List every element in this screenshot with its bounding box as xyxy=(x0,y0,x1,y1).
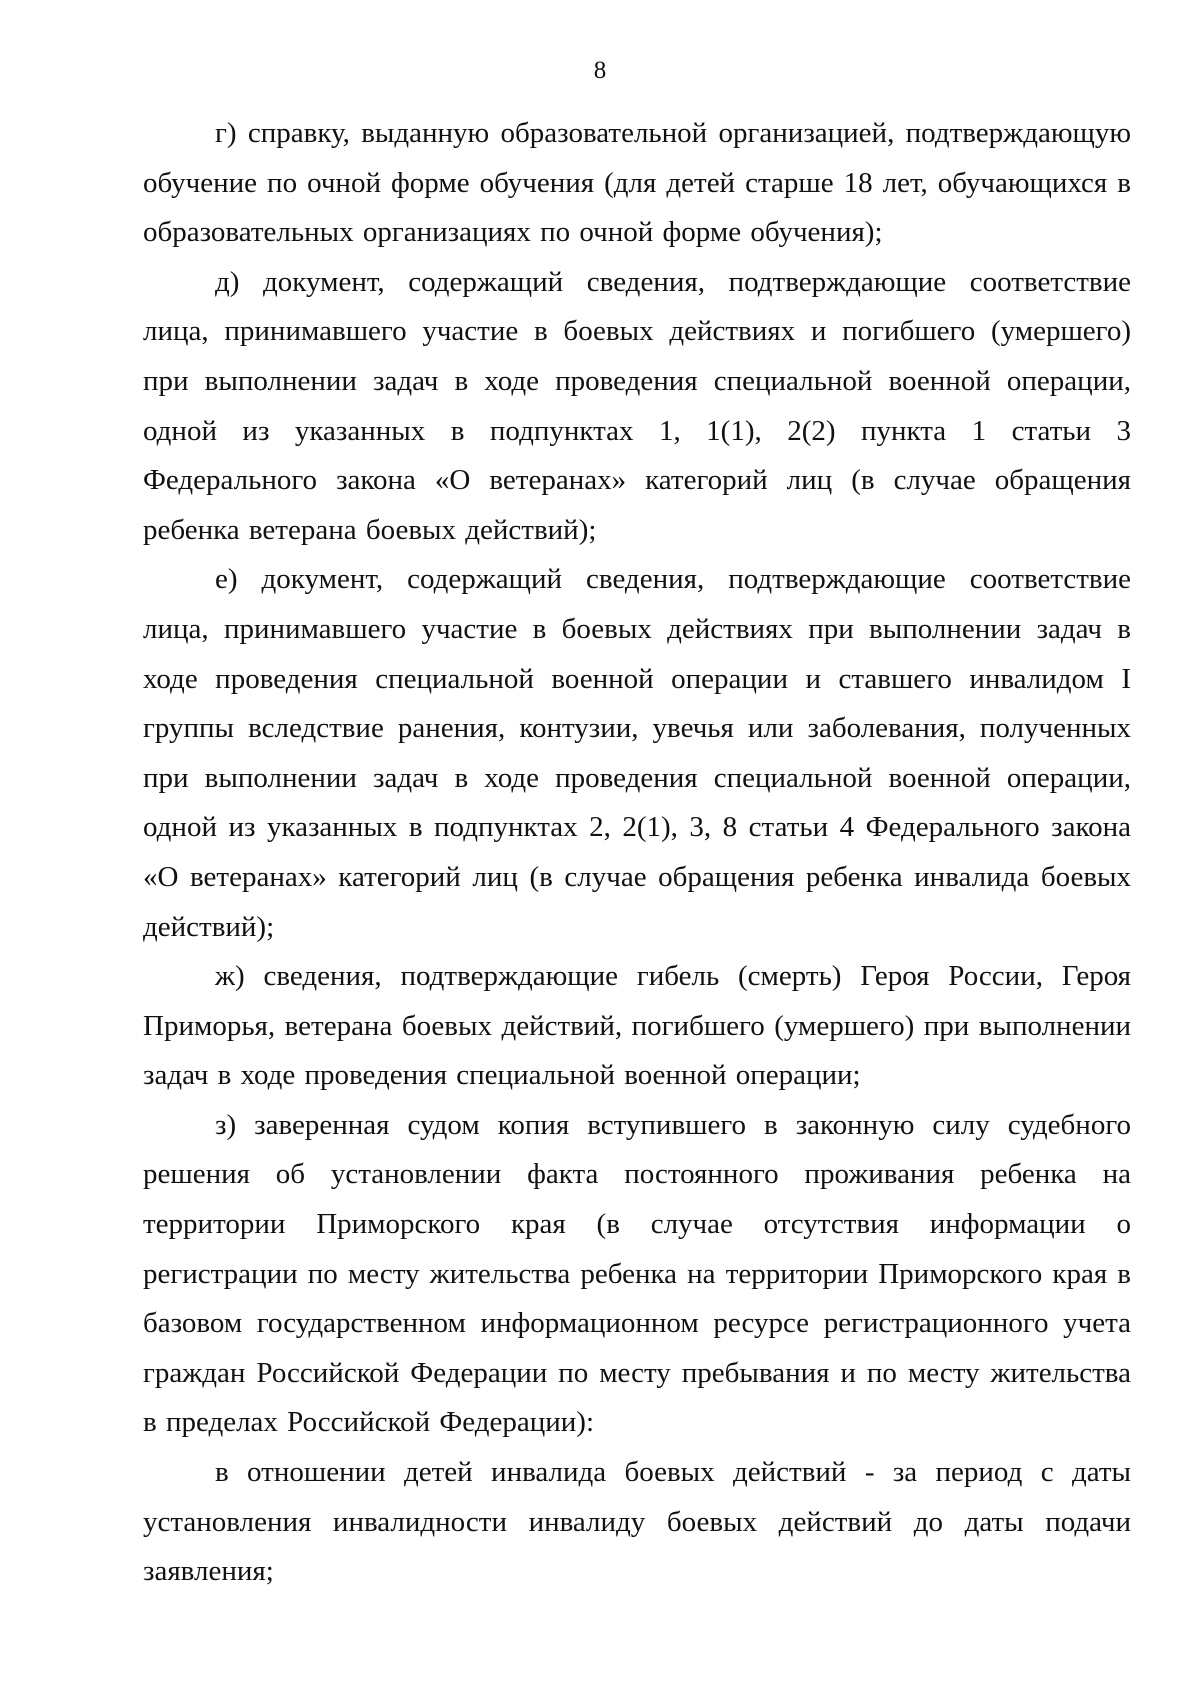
page-number: 8 xyxy=(593,57,607,84)
paragraph-zh: ж) сведения, подтверждающие гибель (смерть) Героя России, Героя Приморья, ветерана боевых действий, погибшего (умершего) при выполнении задач в ходе проведения специальной военной операции; xyxy=(143,960,1131,1092)
paragraph-g: г) справку, выданную образовательной организацией, подтверждающую обучение по очной форме обучения (для детей старше 18 лет, обучающихся в образовательных организациях по очной форме обучения); xyxy=(143,117,1131,249)
paragraph-d: д) документ, содержащий сведения, подтверждающие соответствие лица, принимавшего участие в боевых действиях и погибшего (умершего) при выполнении задач в ходе проведения специальной военной операции, одной из указанных в подпунктах 1, 1(1), 2(2) пункта 1 статьи 3 Федерального закона «О ветеранах» категорий лиц (в случае обращения ребенка ветерана боевых действий); xyxy=(143,265,1131,546)
document-body xyxy=(143,109,1131,1597)
paragraph-z: з) заверенная судом копия вступившего в законную силу судебного решения об установлении факта постоянного проживания ребенка на территории Приморского края (в случае отсутствия информации о регистрации по месту жительства ребенка на территории Приморского края в базовом государственном информационном ресурсе регистрационного учета граждан Российской Федерации по месту пребывания и по месту жительства в пределах Российской Федерации): xyxy=(143,1108,1131,1439)
paragraph-e: е) документ, содержащий сведения, подтверждающие соответствие лица, принимавшего участие в боевых действиях при выполнении задач в ходе проведения специальной военной операции и ставшего инвалидом I группы вследствие ранения, контузии, увечья или заболевания, полученных при выполнении задач в ходе проведения специальной военной операции, одной из указанных в подпунктах 2, 2(1), 3, 8 статьи 4 Федерального закона «О ветеранах» категорий лиц (в случае обращения ребенка инвалида боевых действий); xyxy=(143,563,1131,943)
paragraph-disabled-children: в отношении детей инвалида боевых действий - за период с даты установления инвалидности инвалиду боевых действий до даты подачи заявления; xyxy=(143,1456,1131,1588)
